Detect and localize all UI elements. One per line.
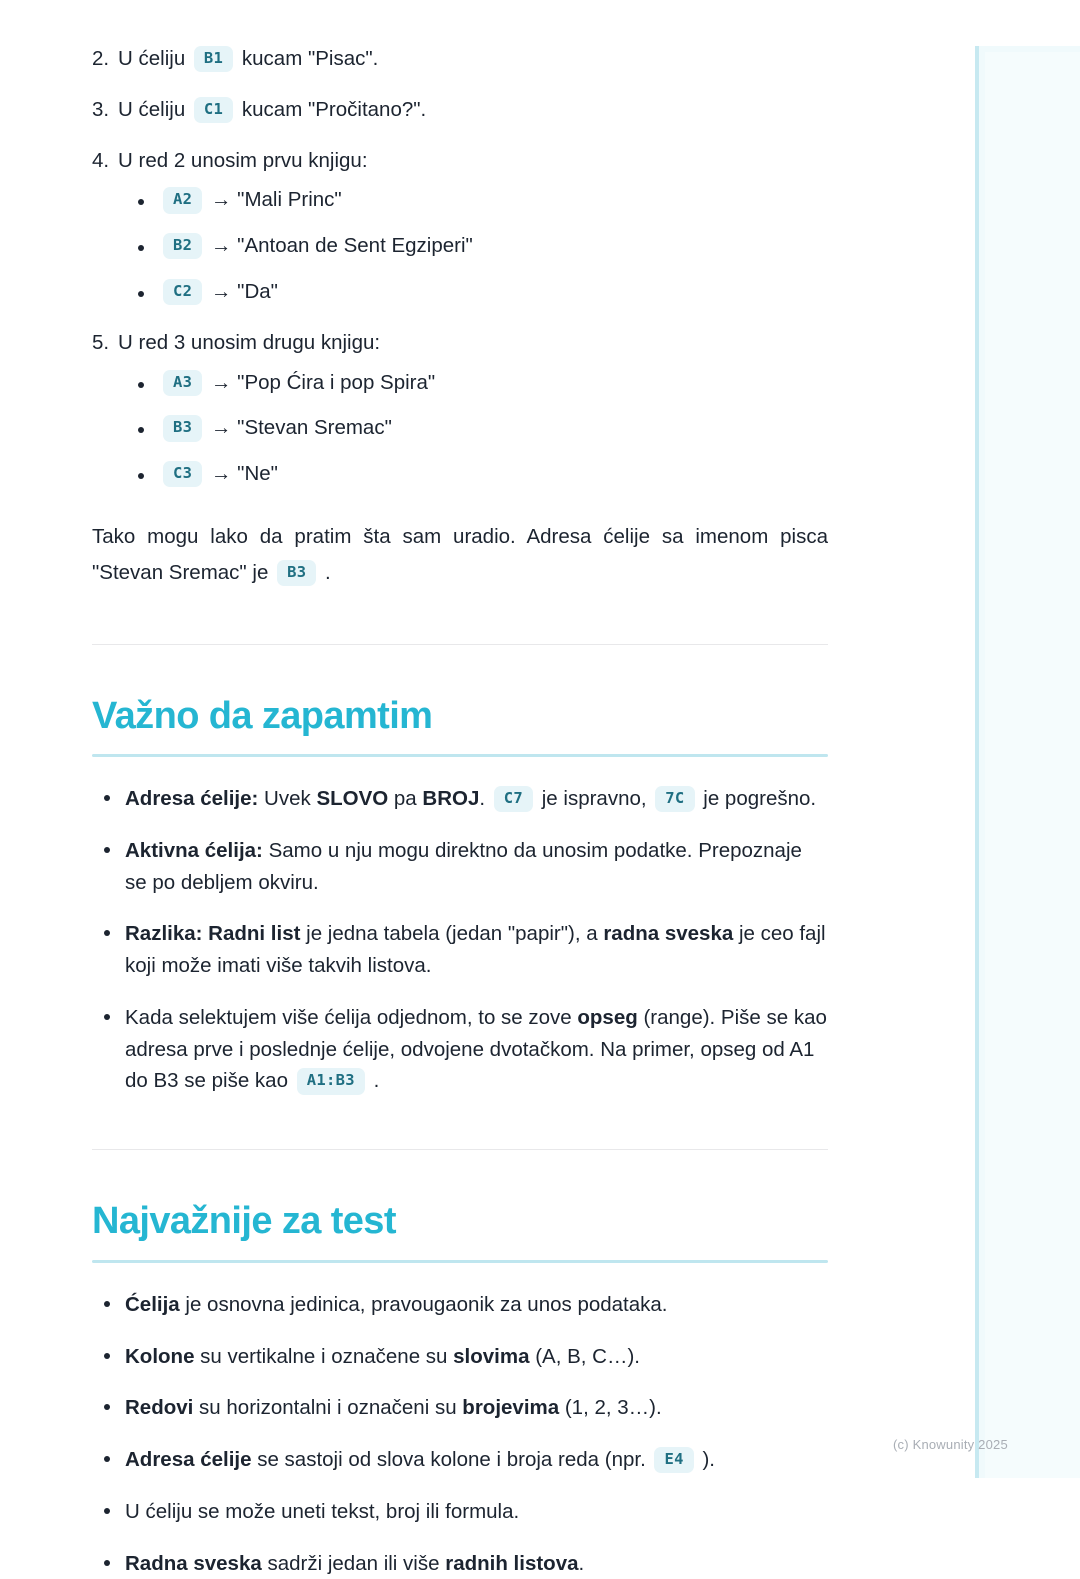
bullet-text: . xyxy=(479,787,486,811)
section-title: Važno da zapamtim xyxy=(92,694,433,737)
page-edge-panel-inner xyxy=(985,52,1080,1478)
bullet-text: . xyxy=(373,1069,380,1093)
bullet-item xyxy=(92,1289,828,1321)
step-text-after: kucam "Pročitano?". xyxy=(241,98,427,122)
cell-reference-chip[interactable]: B2 xyxy=(163,233,202,259)
bullet-text: Uvek xyxy=(258,787,317,811)
bullet-lead: Redovi xyxy=(125,1396,194,1420)
bullet-dot-icon xyxy=(104,930,110,936)
section-title: Najvažnije za test xyxy=(92,1200,396,1243)
section-vazno-da-zapamtim xyxy=(92,695,828,1098)
bullet-dot-icon xyxy=(138,199,144,205)
sublist-item xyxy=(118,369,828,398)
bullet-strong: BROJ xyxy=(422,787,480,811)
bullet-text: pa xyxy=(388,787,423,811)
bullet-dot-icon xyxy=(138,473,144,479)
bullet-text: ). xyxy=(702,1448,715,1472)
bullet-dot-icon xyxy=(138,427,144,433)
section-title-rule xyxy=(92,1260,828,1263)
step-number: 3. xyxy=(92,98,110,122)
bullet-dot-icon xyxy=(104,1456,110,1462)
bullet-strong: brojevima xyxy=(462,1396,560,1420)
sublist-item xyxy=(118,186,828,215)
bullet-dot-icon xyxy=(138,291,144,297)
bullet-lead: Kolone xyxy=(125,1344,195,1368)
bullet-item xyxy=(92,1392,828,1424)
step-text: U red 3 unosim drugu knjigu: xyxy=(118,331,381,355)
summary-paragraph-text: Tako mogu lako da pratim šta sam uradio. Adresa ćelije sa imenom pisca "Stevan Sremac" je xyxy=(92,524,828,585)
bullet-item xyxy=(92,918,828,982)
bullet-item xyxy=(92,1002,828,1097)
step-sublist xyxy=(118,186,828,306)
bullet-dot-icon xyxy=(104,847,110,853)
bullet-text: je jedna tabela (jedan "papir"), a xyxy=(300,922,604,946)
cell-reference-chip[interactable]: C3 xyxy=(163,461,202,487)
step-text-before: U ćeliju xyxy=(118,98,186,122)
section-divider xyxy=(92,644,828,645)
section-bullet-list xyxy=(92,783,828,1097)
cell-reference-chip[interactable]: C7 xyxy=(494,786,533,812)
bullet-dot-icon xyxy=(138,382,144,388)
bullet-text: Samo u nju mogu direktno da unosim podatke. Prepoznaje se po debljem okviru. xyxy=(125,838,802,894)
bullet-text: je ispravno, xyxy=(541,787,647,811)
section-title-rule xyxy=(92,754,828,757)
step-number: 4. xyxy=(92,149,110,173)
bullet-item xyxy=(92,783,828,815)
step-text: U red 2 unosim prvu knjigu: xyxy=(118,149,368,173)
bullet-dot-icon xyxy=(104,1353,110,1359)
bullet-text: se sastoji od slova kolone i broja reda (npr. xyxy=(251,1448,646,1472)
sublist-item xyxy=(118,460,828,489)
cell-reference-chip[interactable]: A2 xyxy=(163,187,202,213)
step-item xyxy=(92,44,828,73)
step-text-before: U ćeliju xyxy=(118,47,186,70)
bullet-dot-icon xyxy=(104,1508,110,1514)
sublist-item xyxy=(118,414,828,443)
bullet-lead: Ćelija xyxy=(125,1292,180,1316)
cell-reference-chip[interactable]: C2 xyxy=(163,279,202,305)
sublist-item-label: → "Stevan Sremac" xyxy=(210,416,392,440)
bullet-lead: Razlika: Radni list xyxy=(125,922,301,946)
summary-paragraph xyxy=(92,519,828,592)
summary-paragraph-period: . xyxy=(325,561,331,585)
bullet-text: . xyxy=(578,1551,585,1575)
sublist-item-label: → "Da" xyxy=(210,279,278,303)
cell-reference-chip[interactable]: 7C xyxy=(655,786,694,812)
section-bullet-list xyxy=(92,1289,828,1579)
sublist-item-label: → "Antoan de Sent Egziperi" xyxy=(210,234,473,258)
step-item xyxy=(92,328,828,488)
bullet-dot-icon xyxy=(104,1560,110,1566)
sublist-item-label: → "Pop Ćira i pop Spira" xyxy=(210,370,436,394)
cell-reference-chip[interactable]: B3 xyxy=(277,560,316,586)
bullet-lead: Radna sveska xyxy=(125,1551,262,1575)
bullet-strong: radna sveska xyxy=(603,922,734,946)
section-najvaznije-za-test xyxy=(92,1200,828,1579)
bullet-item xyxy=(92,835,828,899)
bullet-text: (range). Piše se kao adresa prve i poslednje ćelije, odvojene dvotačkom. Na primer, opseg od A1 do B3 se piše kao xyxy=(125,1005,827,1093)
steps-list xyxy=(92,44,828,489)
bullet-strong: SLOVO xyxy=(316,787,389,811)
sublist-item-label: → "Mali Princ" xyxy=(210,188,342,212)
bullet-lead: Aktivna ćelija: xyxy=(125,838,263,862)
step-item xyxy=(92,95,828,124)
bullet-item xyxy=(92,1341,828,1373)
page-edge-panel xyxy=(975,46,1080,1478)
step-sublist xyxy=(118,369,828,489)
bullet-text: je ceo fajl koji može imati više takvih listova. xyxy=(125,922,826,978)
sublist-item xyxy=(118,278,828,307)
cell-reference-chip[interactable]: B3 xyxy=(163,415,202,441)
bullet-dot-icon xyxy=(138,245,144,251)
bullet-text: je pogrešno. xyxy=(703,787,817,811)
step-number: 2. xyxy=(92,47,110,70)
cell-reference-chip[interactable]: A1:B3 xyxy=(297,1068,365,1094)
sublist-item xyxy=(118,232,828,261)
cell-reference-chip[interactable]: B1 xyxy=(194,46,233,72)
bullet-item xyxy=(92,1444,828,1476)
bullet-text: (A, B, C…). xyxy=(529,1344,640,1368)
copyright-watermark: (c) Knowunity 2025 xyxy=(893,1437,1008,1452)
step-item xyxy=(92,146,828,306)
bullet-strong: opseg xyxy=(577,1005,638,1029)
bullet-text: Kada selektujem više ćelija odjednom, to se zove xyxy=(125,1005,578,1029)
cell-reference-chip[interactable]: E4 xyxy=(654,1447,693,1473)
bullet-dot-icon xyxy=(104,1014,110,1020)
bullet-dot-icon xyxy=(104,1404,110,1410)
bullet-strong: slovima xyxy=(453,1344,530,1368)
bullet-item xyxy=(92,1496,828,1528)
bullet-strong: radnih listova xyxy=(445,1551,579,1575)
sublist-item-label: → "Ne" xyxy=(210,461,278,485)
cell-reference-chip[interactable]: C1 xyxy=(194,97,233,123)
bullet-text: je osnovna jedinica, pravougaonik za unos podataka. xyxy=(179,1292,668,1316)
section-divider xyxy=(92,1149,828,1150)
cell-reference-chip[interactable]: A3 xyxy=(163,370,202,396)
bullet-text: U ćeliju se može uneti tekst, broj ili formula. xyxy=(125,1499,520,1523)
step-number: 5. xyxy=(92,331,110,355)
bullet-lead: Adresa ćelije: xyxy=(125,787,259,811)
bullet-item xyxy=(92,1548,828,1579)
bullet-text: su horizontalni i označeni su xyxy=(193,1396,463,1420)
step-text-after: kucam "Pisac". xyxy=(241,47,379,70)
bullet-dot-icon xyxy=(104,795,110,801)
bullet-text: su vertikalne i označene su xyxy=(194,1344,454,1368)
bullet-text: sadrži jedan ili više xyxy=(261,1551,446,1575)
bullet-lead: Adresa ćelije xyxy=(125,1448,252,1472)
bullet-text: (1, 2, 3…). xyxy=(559,1396,662,1420)
bullet-dot-icon xyxy=(104,1301,110,1307)
